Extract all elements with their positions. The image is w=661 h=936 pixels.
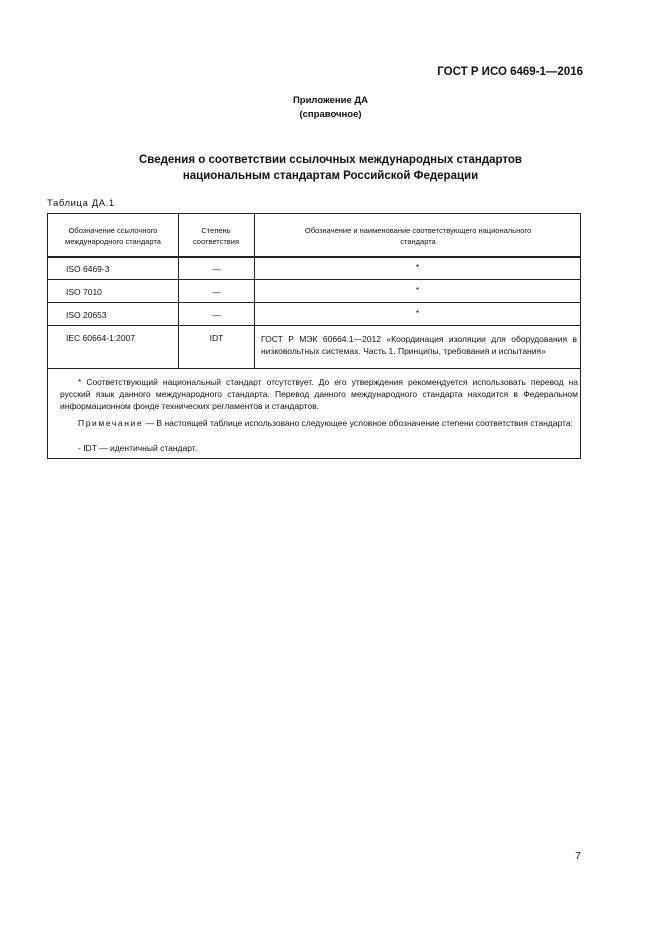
row-2-national: * <box>415 285 420 295</box>
note-text: — В настоящей таблице использовано следующее условное обозначение степени соответствия стандарта: <box>143 418 573 428</box>
row-3-national: * <box>415 308 420 318</box>
row-4-national: ГОСТ Р МЭК 60664.1—2012 «Координация изоляции для оборудования в низковольтных системах. Часть 1. Принципы, требования и испытания» <box>261 334 577 356</box>
row-1-national: * <box>415 262 420 272</box>
row-3-standard: ISO 20653 <box>66 310 107 320</box>
footer-divider <box>48 368 580 369</box>
row-divider <box>48 302 580 303</box>
row-4-degree: IDT <box>209 333 224 343</box>
row-1-degree: — <box>212 264 221 274</box>
correspondence-table <box>47 213 581 459</box>
row-1-standard: ISO 6469-3 <box>66 264 110 274</box>
row-4-standard: IEC 60664-1:2007 <box>66 333 135 343</box>
note-label: Примечание <box>78 418 144 428</box>
column-header-national: Обозначение и наименование соответствующего национального стандарта <box>304 226 532 246</box>
column-header-standard: Обозначение ссылочного международного стандарта <box>65 226 161 246</box>
page-number: 7 <box>575 850 581 862</box>
document-code: ГОСТ Р ИСО 6469-1—2016 <box>437 66 583 78</box>
appendix-subtitle: (справочное) <box>299 109 362 120</box>
table-note <box>60 417 578 429</box>
header-divider <box>48 257 580 258</box>
column-header-degree: Степень соответствия <box>192 226 240 246</box>
section-title-line-2: национальным стандартам Российской Федерации <box>182 170 479 182</box>
note-item: - IDT — идентичный стандарт. <box>78 443 198 453</box>
row-3-degree: — <box>212 310 221 320</box>
section-title-line-1: Сведения о соответствии ссылочных международных стандартов <box>138 154 522 166</box>
table-footnote: * Соответствующий национальный стандарт отсутствует. До его утверждения рекомендуется использовать перевод на русский язык данного международного стандарта. Перевод данного международного стандарта находится в Федеральном информационном фонде технических регламентов и стандартов. <box>60 377 578 411</box>
row-divider <box>48 279 580 280</box>
table-caption: Таблица ДА.1 <box>47 198 115 209</box>
row-2-degree: — <box>212 287 221 297</box>
row-divider <box>48 325 580 326</box>
appendix-title: Приложение ДА <box>292 95 369 106</box>
row-2-standard: ISO 7010 <box>66 287 102 297</box>
